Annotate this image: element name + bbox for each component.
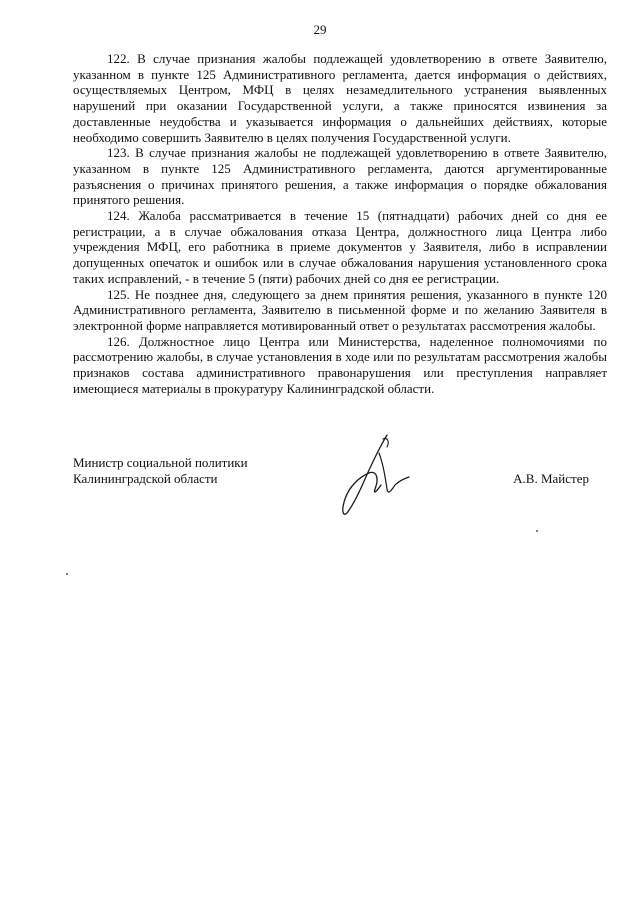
paragraph-126: 126. Должностное лицо Центра или Министерства, наделенное полномочиями по рассмотрению жалобы, в случае установления в ходе или по результатам рассмотрения жалобы признаков состава административного правонарушения или преступления направляет имеющиеся материалы в прокуратуру Калининградской области. [73,333,607,396]
signer-title-line-2: Калининградской области [73,471,218,486]
scan-speck [66,573,68,575]
signature-block [73,455,607,525]
signer-title [73,455,248,487]
signer-name: А.В. Майстер [513,471,589,486]
document-body [73,51,607,396]
paragraph-125: 125. Не позднее дня, следующего за днем принятия решения, указанного в пункте 120 Административного регламента, Заявителю в письменной форме и по желанию Заявителя в электронной форме направляется мотивированный ответ о результатах рассмотрения жалобы. [73,286,607,333]
paragraph-123: 123. В случае признания жалобы не подлежащей удовлетворению в ответе Заявителю, указанном в пункте 125 Административного регламента, даются аргументированные разъяснения о причинах принятого решения, а также информация о порядке обжалования принятого решения. [73,145,607,208]
handwritten-signature-icon [335,433,415,523]
paragraph-124: 124. Жалоба рассматривается в течение 15 (пятнадцати) рабочих дней со дня ее регистрации, а в случае обжалования отказа Центра, должностного лица Центра либо учреждения МФЦ, его работника в приеме документов у Заявителя, либо в исправлении допущенных опечаток и ошибок или в случае обжалования нарушения установленного срока таких исправлений, - в течение 5 (пяти) рабочих дней со дня ее регистрации. [73,208,607,286]
signer-title-line-1: Министр социальной политики [73,455,248,470]
page-number: 29 [313,22,327,37]
paragraph-122: 122. В случае признания жалобы подлежащей удовлетворению в ответе Заявителю, указанном в пункте 125 Административного регламента, дается информация о действиях, осуществляемых Центром, МФЦ в целях незамедлительного устранения выявленных нарушений при оказании Государственной услуги, а также приносятся извинения за доставленные неудобства и указывается информация о дальнейших действиях, которые необходимо совершить Заявителю в целях получения Государственной услуги. [73,51,607,145]
scan-speck [536,530,538,532]
